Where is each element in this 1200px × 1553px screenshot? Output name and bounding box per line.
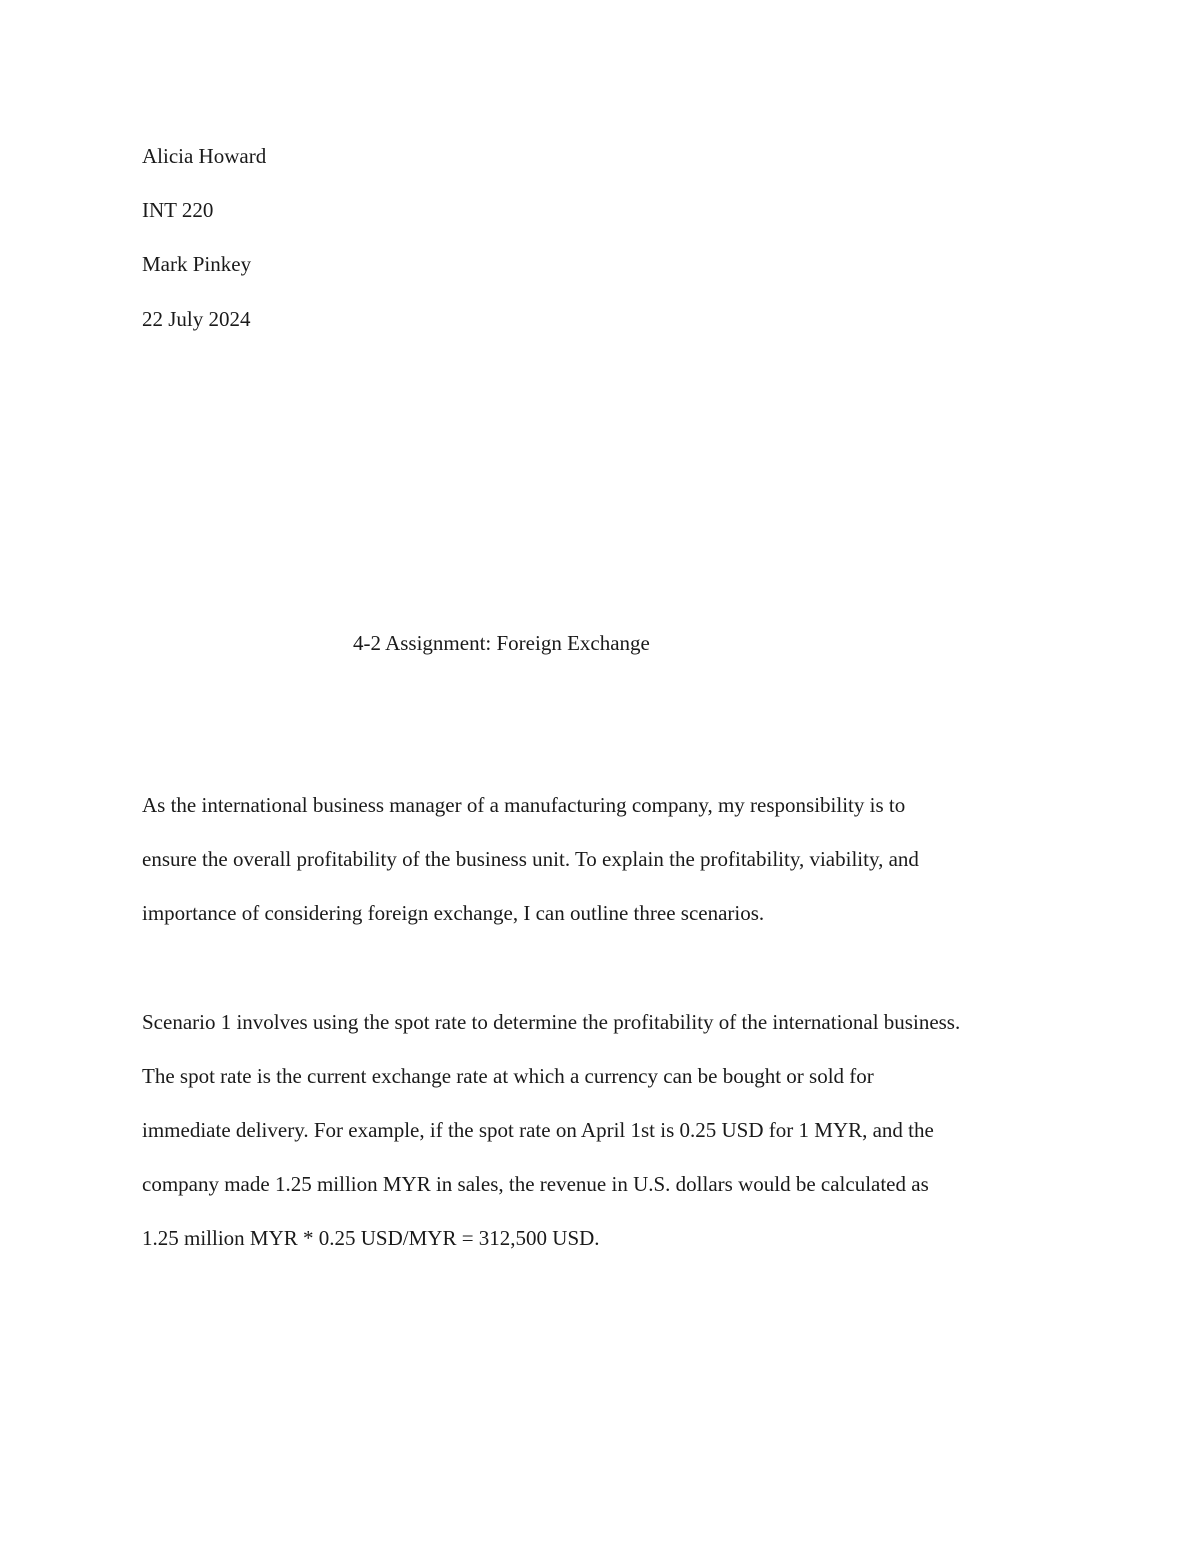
paragraph-line: Scenario 1 involves using the spot rate to determine the profitability of the international business. bbox=[142, 1010, 961, 1034]
paragraph-line: The spot rate is the current exchange rate at which a currency can be bought or sold for bbox=[142, 1064, 874, 1088]
paragraph-line: 1.25 million MYR * 0.25 USD/MYR = 312,500 USD. bbox=[142, 1226, 600, 1250]
submission-date: 22 July 2024 bbox=[142, 307, 251, 331]
student-name: Alicia Howard bbox=[142, 144, 267, 168]
document-title: 4-2 Assignment: Foreign Exchange bbox=[353, 631, 650, 655]
paragraph-line: ensure the overall profitability of the business unit. To explain the profitability, viability, and bbox=[142, 847, 919, 871]
paragraph-line: As the international business manager of a manufacturing company, my responsibility is to bbox=[142, 793, 906, 817]
instructor-name: Mark Pinkey bbox=[142, 252, 252, 276]
paragraph-line: importance of considering foreign exchange, I can outline three scenarios. bbox=[142, 901, 765, 925]
paragraph-line: immediate delivery. For example, if the spot rate on April 1st is 0.25 USD for 1 MYR, and the bbox=[142, 1118, 934, 1142]
course-code: INT 220 bbox=[142, 198, 214, 222]
paragraph-line: company made 1.25 million MYR in sales, the revenue in U.S. dollars would be calculated as bbox=[142, 1172, 929, 1196]
